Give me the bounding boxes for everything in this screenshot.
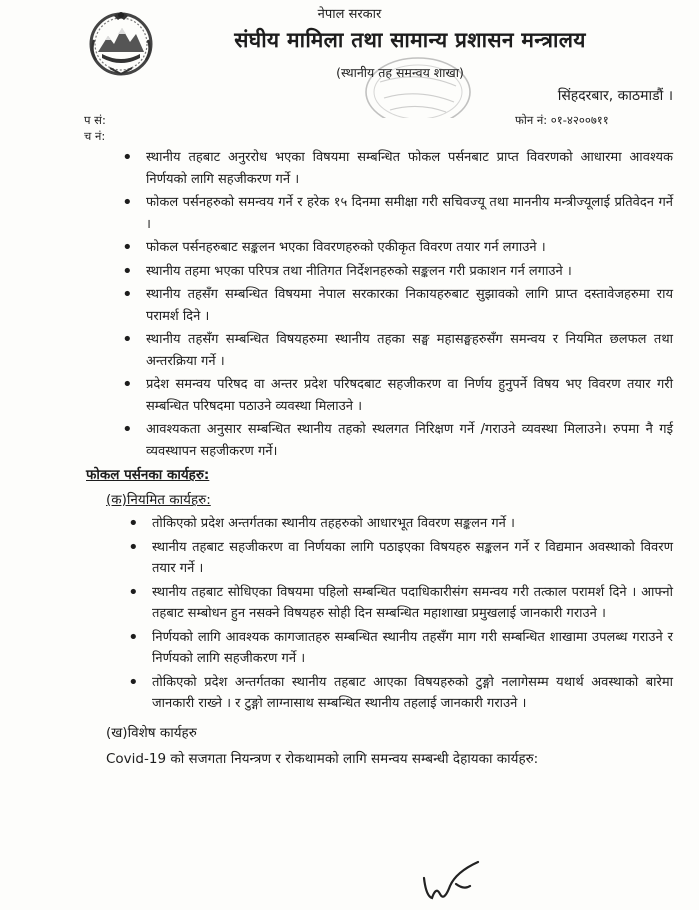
office-stamp-icon [318, 52, 474, 118]
phone-number: फोन नं: ०१-४२००७११ [515, 113, 609, 127]
ministry-title: संघीय मामिला तथा सामान्य प्रशासन मन्त्रालय [234, 28, 586, 52]
list-item: • स्थानीय तहबाट सोधिएका विषयमा पहिलो सम्बन्धित पदाधिकारीसंग समन्वय गरी तत्काल परामर्श दिने । आफ्नो तहबाट सम्बोधन हुन नसक्ने विषयहरु सोही दिन सम्बन्धित महाशाखा प्रमुखलाई जानकारी गराउने । [152, 582, 673, 625]
regular-duties-heading: (क)नियमित कार्यहरु: [106, 492, 211, 508]
list-item: • आवश्यकता अनुसार सम्बन्धित स्थानीय तहको स्थलगत निरिक्षण गर्ने /गराउने व्यवस्था मिलाउने। रुपमा नै गई व्यवस्थापन सहजीकरण गर्ने। [146, 419, 673, 462]
regular-duties-list [0, 513, 699, 715]
list-item: • फोकल पर्सनहरुबाट सङ्कलन भएका विवरणहरुको एकीकृत विवरण तयार गर्न लगाउने । [146, 237, 673, 259]
list-item: • स्थानीय तहबाट सहजीकरण वा निर्णयका लागि पठाइएका विषयहरु सङ्कलन गर्ने र विद्यमान अवस्थाको विवरण तयार गर्ने । [152, 537, 673, 580]
list-item: • तोकिएको प्रदेश अन्तर्गतका स्थानीय तहबाट आएका विषयहरुको टुङ्गो नलागेसम्म यथार्थ अवस्थाको बारेमा जानकारी राख्ने । र टुङ्गो लाग्नासाथ सम्बन्धित स्थानीय तहलाई जानकारी गराउने । [152, 672, 673, 715]
document-body [0, 147, 699, 771]
list-item: • स्थानीय तहबाट अनुररोध भएका विषयमा सम्बन्धित फोकल पर्सनबाट प्राप्त विवरणको आधारमा आवश्यक निर्णयको लागि सहजीकरण गर्ने । [146, 147, 673, 190]
list-item: • स्थानीय तहसँग सम्बन्धित विषयहरुमा स्थानीय तहका सङ्घ महासङ्घहरुसँग समन्वय र नियमित छलफल तथा अन्तरक्रिया गर्ने । [146, 329, 673, 372]
signature-icon [416, 856, 496, 906]
list-item: • प्रदेश समन्वय परिषद वा अन्तर प्रदेश परिषदबाट सहजीकरण वा निर्णय हुनुपर्ने विषय भए विवरण तयार गरी सम्बन्धित परिषदमा पठाउने व्यवस्था मिलाउने । [146, 374, 673, 417]
list-item: • तोकिएको प्रदेश अन्तर्गतका स्थानीय तहहरुको आधारभूत विवरण सङ्कलन गर्ने । [152, 513, 673, 535]
special-duties-heading: (ख)विशेष कार्यहरु [106, 724, 197, 741]
branch-duties-list [0, 147, 699, 462]
list-item: • स्थानीय तहसँग सम्बन्धित विषयमा नेपाल सरकारका निकायहरुबाट सुझावको लागि प्राप्त दस्तावेजहरुमा राय परामर्श दिने । [146, 284, 673, 327]
focal-person-heading: फोकल पर्सनका कार्यहरु: [86, 467, 210, 483]
reference-number-label: प सं: [84, 113, 106, 127]
list-item: • फोकल पर्सनहरुको समन्वय गर्ने र हरेक १५ दिनमा समीक्षा गरी सचिवज्यू तथा माननीय मन्त्रीज्यूलाई प्रतिवेदन गर्ने । [146, 192, 673, 235]
list-item: • स्थानीय तहमा भएका परिपत्र तथा नीतिगत निर्देशनहरुको सङ्कलन गरी प्रकाशन गर्न लगाउने । [146, 261, 673, 283]
dispatch-number-label: च नं: [84, 129, 106, 143]
branch-name: (स्थानीय तह समन्वय शाखा) [336, 65, 464, 80]
office-address: सिंहदरबार, काठमाडौं । [557, 88, 673, 104]
covid-intro-line: Covid-19 को सजगता नियन्त्रण र रोकथामको लागि समन्वय सम्बन्धी देहायका कार्यहरु: [106, 750, 539, 767]
list-item: • निर्णयको लागि आवश्यक कागजातहरु सम्बन्धित स्थानीय तहसँग माग गरी सम्बन्धित शाखामा उपलब्ध गराउने र निर्णयको लागि सहजीकरण गर्ने । [152, 627, 673, 670]
government-line: नेपाल सरकार [317, 7, 382, 22]
